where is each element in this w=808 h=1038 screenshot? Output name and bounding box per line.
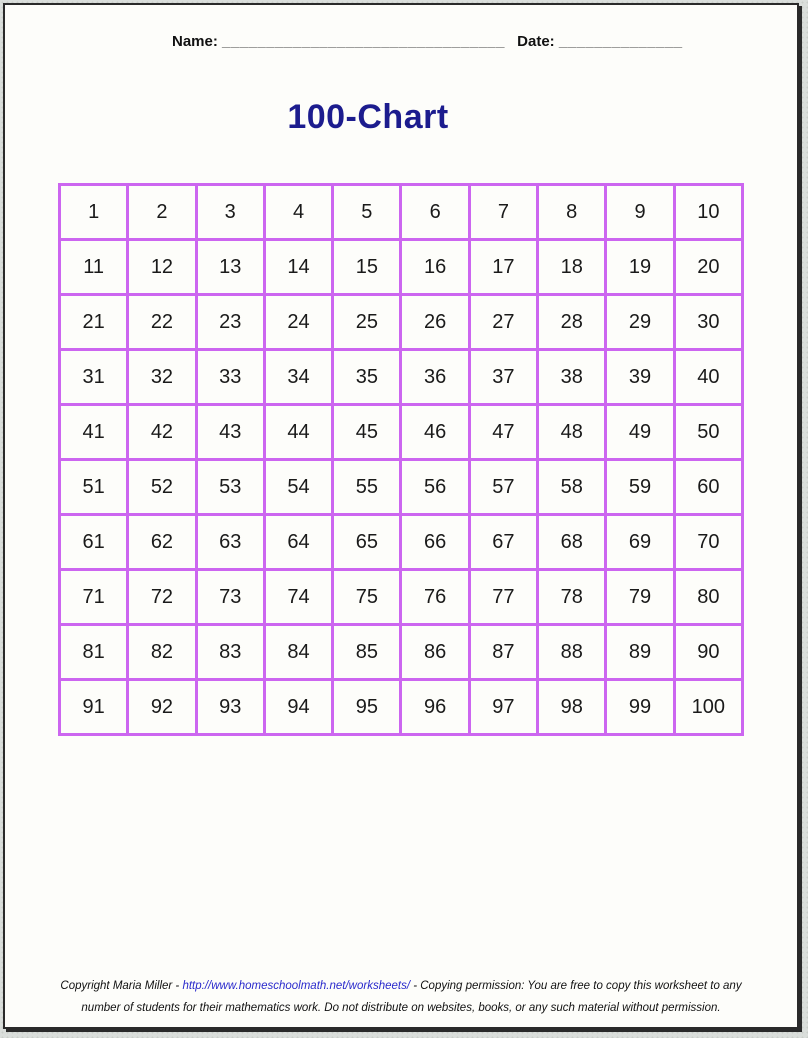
grid-cell: 73 <box>196 570 264 625</box>
name-label: Name: <box>172 33 218 50</box>
grid-cell: 61 <box>60 515 128 570</box>
grid-cell: 50 <box>674 405 742 460</box>
table-row <box>60 570 743 625</box>
grid-cell: 51 <box>60 460 128 515</box>
grid-cell: 6 <box>401 185 469 240</box>
grid-cell: 96 <box>401 680 469 735</box>
table-row <box>60 295 743 350</box>
grid-cell: 79 <box>606 570 674 625</box>
grid-cell: 35 <box>333 350 401 405</box>
grid-cell: 74 <box>264 570 332 625</box>
grid-cell: 2 <box>128 185 196 240</box>
grid-cell: 7 <box>469 185 537 240</box>
grid-cell: 41 <box>60 405 128 460</box>
grid-cell: 64 <box>264 515 332 570</box>
grid-cell: 52 <box>128 460 196 515</box>
table-row <box>60 460 743 515</box>
table-row <box>60 405 743 460</box>
grid-cell: 89 <box>606 625 674 680</box>
grid-cell: 22 <box>128 295 196 350</box>
grid-cell: 5 <box>333 185 401 240</box>
name-blank-line: ________________________________ <box>222 33 505 50</box>
copyright-prefix: Copyright Maria Miller - <box>60 980 183 992</box>
table-row <box>60 185 743 240</box>
grid-cell: 66 <box>401 515 469 570</box>
grid-cell: 95 <box>333 680 401 735</box>
grid-cell: 14 <box>264 240 332 295</box>
grid-cell: 82 <box>128 625 196 680</box>
grid-cell: 27 <box>469 295 537 350</box>
grid-cell: 30 <box>674 295 742 350</box>
grid-cell: 71 <box>60 570 128 625</box>
date-label: Date: <box>517 33 555 50</box>
grid-cell: 20 <box>674 240 742 295</box>
grid-cell: 75 <box>333 570 401 625</box>
table-row <box>60 625 743 680</box>
worksheet-page <box>3 3 799 1029</box>
grid-cell: 84 <box>264 625 332 680</box>
grid-cell: 94 <box>264 680 332 735</box>
grid-cell: 92 <box>128 680 196 735</box>
grid-cell: 29 <box>606 295 674 350</box>
grid-cell: 43 <box>196 405 264 460</box>
grid-cell: 63 <box>196 515 264 570</box>
hundred-chart-table <box>58 183 744 736</box>
grid-cell: 33 <box>196 350 264 405</box>
grid-cell: 8 <box>538 185 606 240</box>
grid-cell: 68 <box>538 515 606 570</box>
grid-cell: 59 <box>606 460 674 515</box>
table-row <box>60 680 743 735</box>
grid-cell: 17 <box>469 240 537 295</box>
grid-cell: 53 <box>196 460 264 515</box>
copyright-line-1 <box>5 975 797 997</box>
grid-cell: 65 <box>333 515 401 570</box>
grid-cell: 36 <box>401 350 469 405</box>
grid-cell: 76 <box>401 570 469 625</box>
grid-cell: 72 <box>128 570 196 625</box>
grid-cell: 32 <box>128 350 196 405</box>
grid-cell: 55 <box>333 460 401 515</box>
grid-cell: 3 <box>196 185 264 240</box>
grid-cell: 97 <box>469 680 537 735</box>
grid-cell: 26 <box>401 295 469 350</box>
grid-cell: 28 <box>538 295 606 350</box>
copyright-footer <box>5 975 797 1019</box>
grid-cell: 40 <box>674 350 742 405</box>
grid-cell: 88 <box>538 625 606 680</box>
grid-cell: 38 <box>538 350 606 405</box>
grid-cell: 54 <box>264 460 332 515</box>
grid-cell: 98 <box>538 680 606 735</box>
grid-cell: 93 <box>196 680 264 735</box>
grid-cell: 34 <box>264 350 332 405</box>
table-row <box>60 515 743 570</box>
date-blank-line: ______________ <box>558 33 683 50</box>
grid-cell: 69 <box>606 515 674 570</box>
grid-cell: 4 <box>264 185 332 240</box>
grid-cell: 49 <box>606 405 674 460</box>
grid-cell: 80 <box>674 570 742 625</box>
grid-cell: 70 <box>674 515 742 570</box>
grid-cell: 11 <box>60 240 128 295</box>
grid-cell: 83 <box>196 625 264 680</box>
grid-cell: 56 <box>401 460 469 515</box>
grid-cell: 24 <box>264 295 332 350</box>
grid-cell: 48 <box>538 405 606 460</box>
grid-cell: 13 <box>196 240 264 295</box>
grid-cell: 37 <box>469 350 537 405</box>
name-date-header <box>5 5 797 50</box>
grid-cell: 12 <box>128 240 196 295</box>
grid-cell: 21 <box>60 295 128 350</box>
table-row <box>60 350 743 405</box>
grid-cell: 85 <box>333 625 401 680</box>
grid-cell: 58 <box>538 460 606 515</box>
grid-cell: 91 <box>60 680 128 735</box>
grid-cell: 67 <box>469 515 537 570</box>
grid-cell: 10 <box>674 185 742 240</box>
grid-cell: 81 <box>60 625 128 680</box>
homeschoolmath-link[interactable]: http://www.homeschoolmath.net/worksheets/ <box>182 980 411 992</box>
table-row <box>60 240 743 295</box>
grid-cell: 77 <box>469 570 537 625</box>
grid-cell: 99 <box>606 680 674 735</box>
copyright-line-2: number of students for their mathematics work. Do not distribute on websites, books, or any such material without permission. <box>81 1002 721 1014</box>
grid-cell: 78 <box>538 570 606 625</box>
grid-cell: 39 <box>606 350 674 405</box>
grid-cell: 19 <box>606 240 674 295</box>
grid-cell: 45 <box>333 405 401 460</box>
grid-cell: 60 <box>674 460 742 515</box>
grid-cell: 57 <box>469 460 537 515</box>
grid-cell: 90 <box>674 625 742 680</box>
grid-cell: 25 <box>333 295 401 350</box>
grid-cell: 42 <box>128 405 196 460</box>
grid-cell: 15 <box>333 240 401 295</box>
page-title: 100-Chart <box>287 98 449 136</box>
grid-cell: 62 <box>128 515 196 570</box>
grid-cell: 18 <box>538 240 606 295</box>
grid-cell: 86 <box>401 625 469 680</box>
grid-cell: 44 <box>264 405 332 460</box>
grid-cell: 23 <box>196 295 264 350</box>
copyright-middle: - Copying permission: You are free to copy this worksheet to any <box>410 980 742 992</box>
grid-cell: 46 <box>401 405 469 460</box>
grid-cell: 9 <box>606 185 674 240</box>
grid-cell: 100 <box>674 680 742 735</box>
grid-cell: 16 <box>401 240 469 295</box>
grid-cell: 1 <box>60 185 128 240</box>
grid-cell: 31 <box>60 350 128 405</box>
grid-cell: 87 <box>469 625 537 680</box>
grid-cell: 47 <box>469 405 537 460</box>
